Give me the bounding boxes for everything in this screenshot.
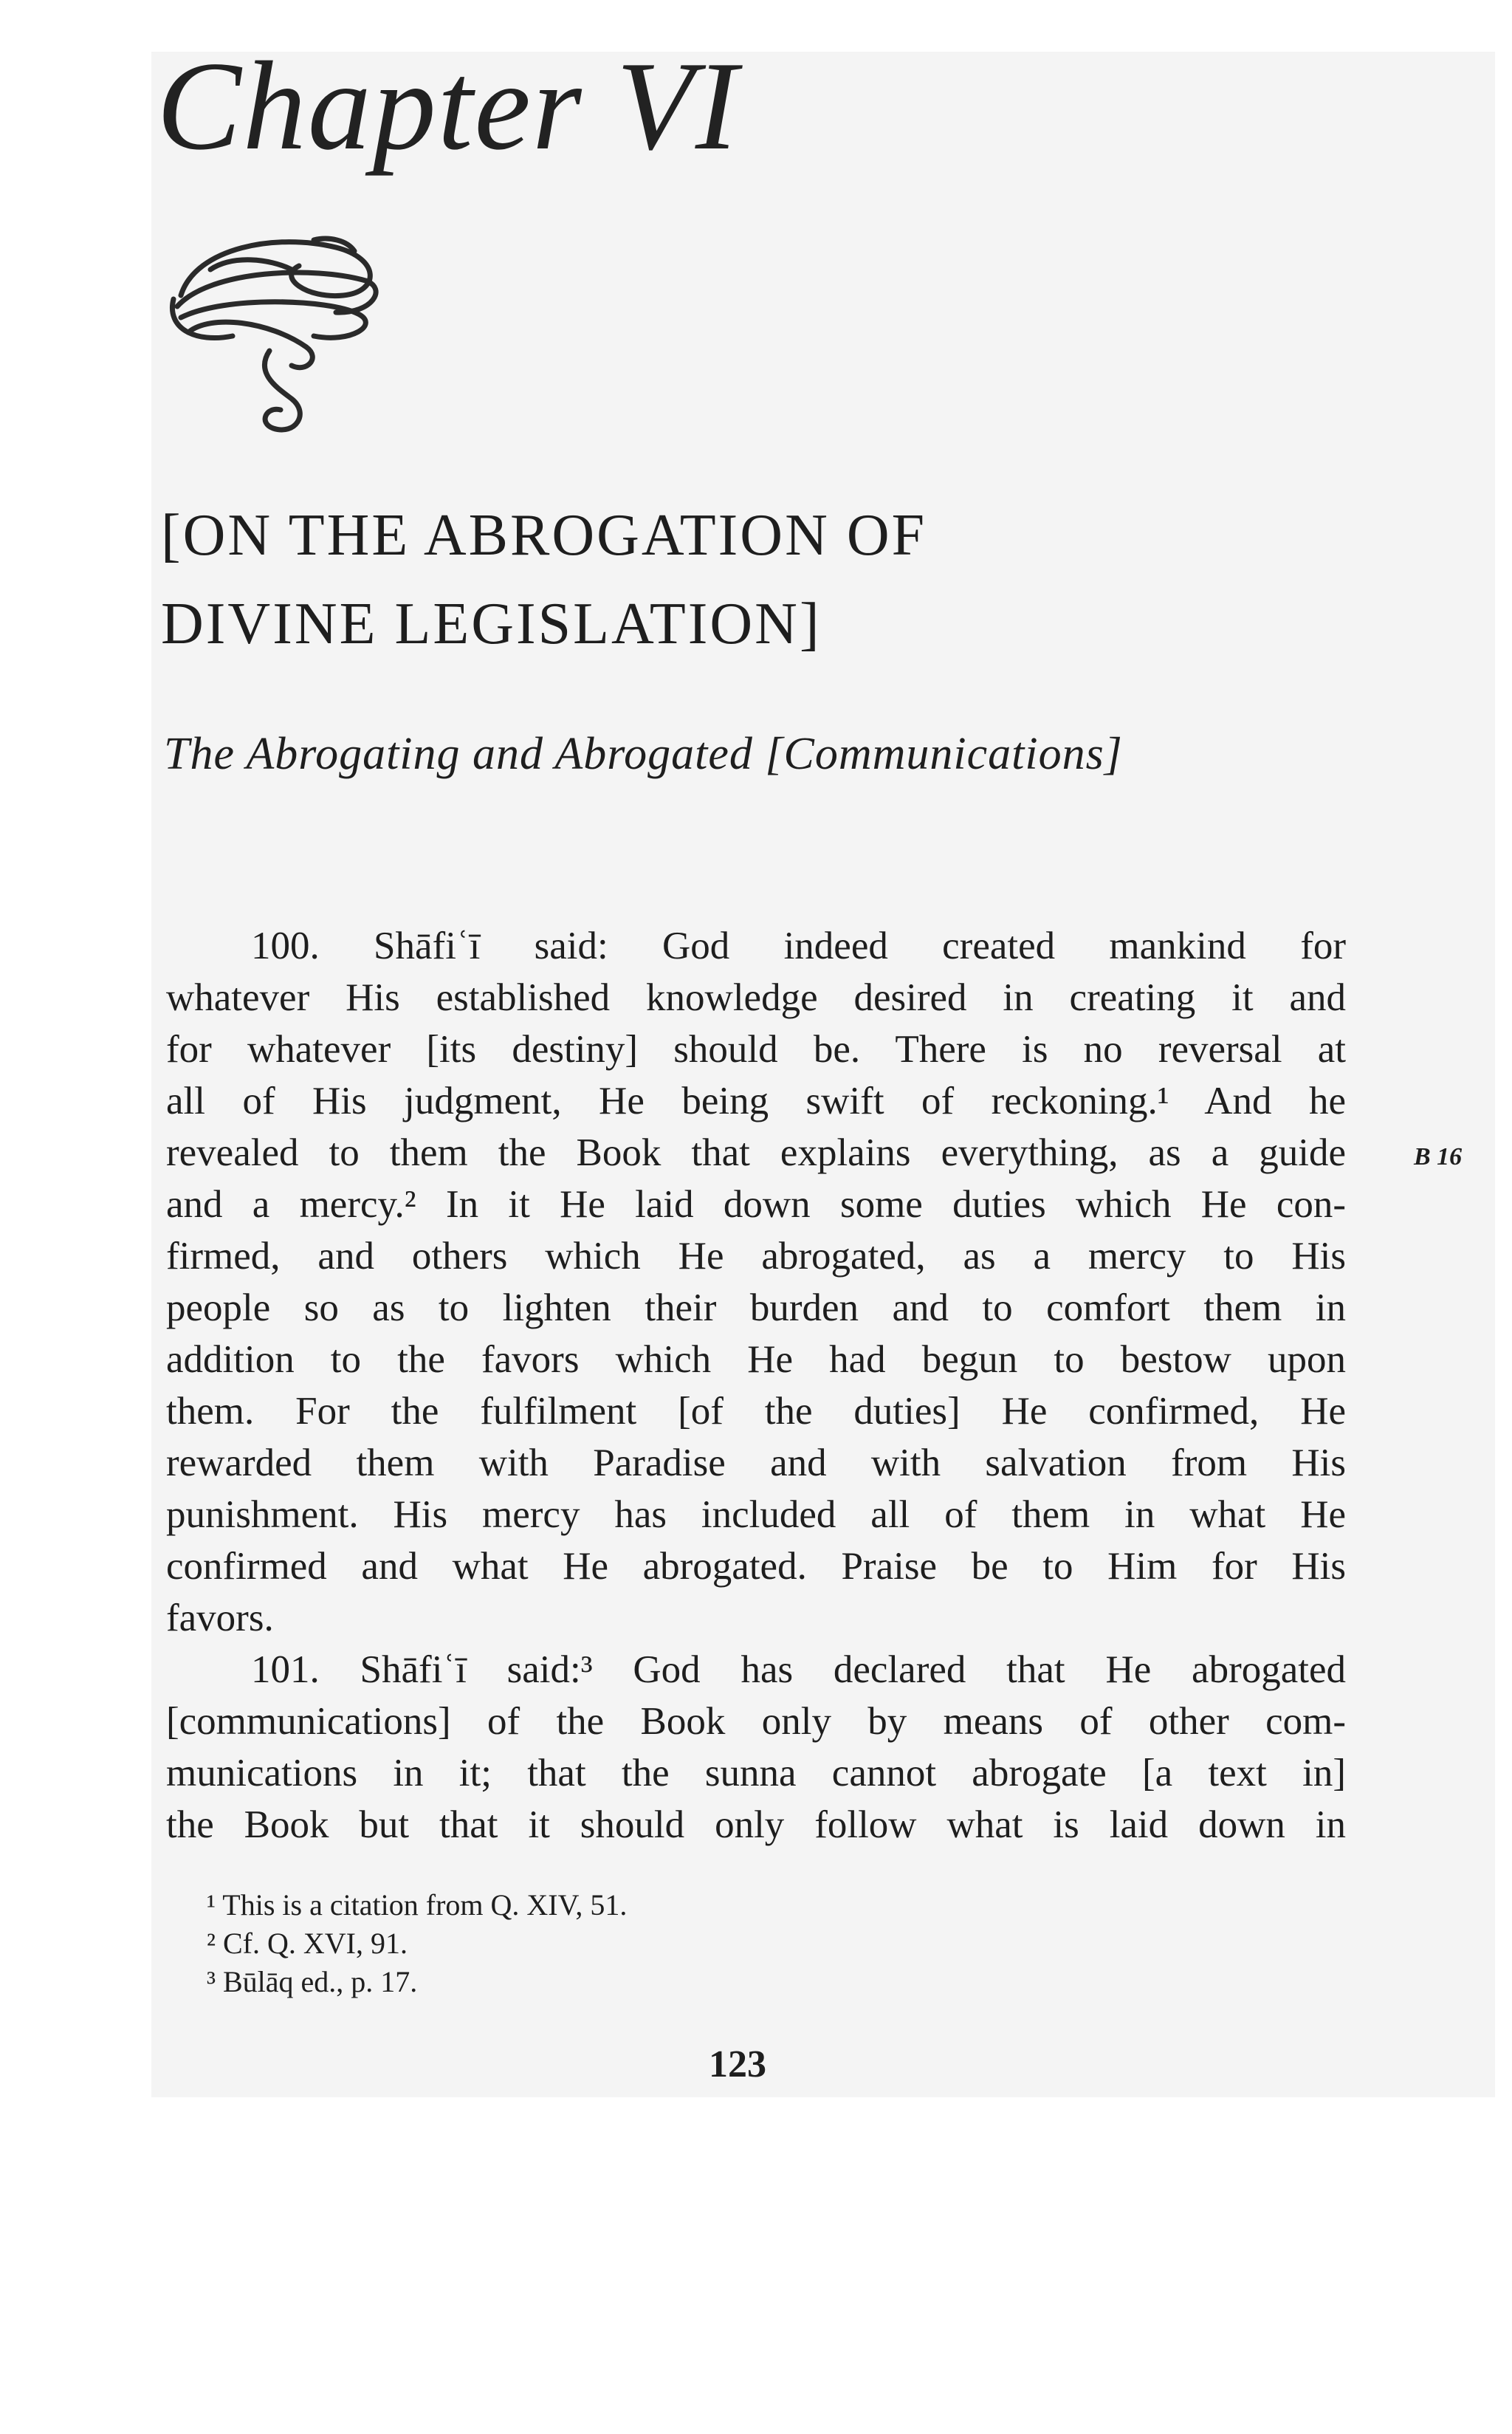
body-line: punishment. His mercy has included all of them in what He xyxy=(166,1493,1346,1536)
footnote: ¹ This is a citation from Q. XIV, 51. xyxy=(207,1888,628,1922)
body-line: 100. Shāfiʿī said: God indeed created mankind for xyxy=(251,925,1346,967)
body-line: 101. Shāfiʿī said:³ God has declared that He abrogated xyxy=(251,1648,1346,1691)
body-line: all of His judgment, He being swift of reckoning.¹ And he xyxy=(166,1080,1346,1122)
margin-note: B 16 xyxy=(1414,1143,1463,1170)
body-line: for whatever [its destiny] should be. There is no reversal at xyxy=(166,1028,1346,1071)
footnote: ³ Būlāq ed., p. 17. xyxy=(207,1965,418,1998)
body-line: favors. xyxy=(166,1597,274,1639)
chapter-title: Chapter VI xyxy=(157,36,740,176)
body-line: confirmed and what He abrogated. Praise be to Him for His xyxy=(166,1545,1346,1588)
body-line: whatever His established knowledge desired in creating it and xyxy=(166,976,1346,1019)
footnote: ² Cf. Q. XVI, 91. xyxy=(207,1927,408,1960)
body-line: the Book but that it should only follow what is laid down in xyxy=(166,1803,1346,1846)
body-line: and a mercy.² In it He laid down some duties which He con- xyxy=(166,1183,1346,1226)
section-heading-line-1: [ON THE ABROGATION OF xyxy=(161,503,927,568)
body-line: munications in it; that the sunna cannot abrogate [a text in] xyxy=(166,1752,1346,1794)
page-number: 123 xyxy=(709,2043,766,2085)
body-line: rewarded them with Paradise and with salvation from His xyxy=(166,1441,1346,1484)
body-line: them. For the fulfilment [of the duties] He confirmed, He xyxy=(166,1390,1346,1433)
subheading: The Abrogating and Abrogated [Communications] xyxy=(164,729,1123,779)
flourish-ornament-icon xyxy=(166,225,395,447)
body-line: people so as to lighten their burden and to comfort them in xyxy=(166,1286,1346,1329)
body-line: addition to the favors which He had begun to bestow upon xyxy=(166,1338,1346,1381)
section-heading-line-2: DIVINE LEGISLATION] xyxy=(161,592,822,657)
body-line: firmed, and others which He abrogated, as a mercy to His xyxy=(166,1235,1346,1278)
body-line: [communications] of the Book only by means of other com- xyxy=(166,1700,1346,1743)
body-line: revealed to them the Book that explains everything, as a guide xyxy=(166,1131,1346,1174)
